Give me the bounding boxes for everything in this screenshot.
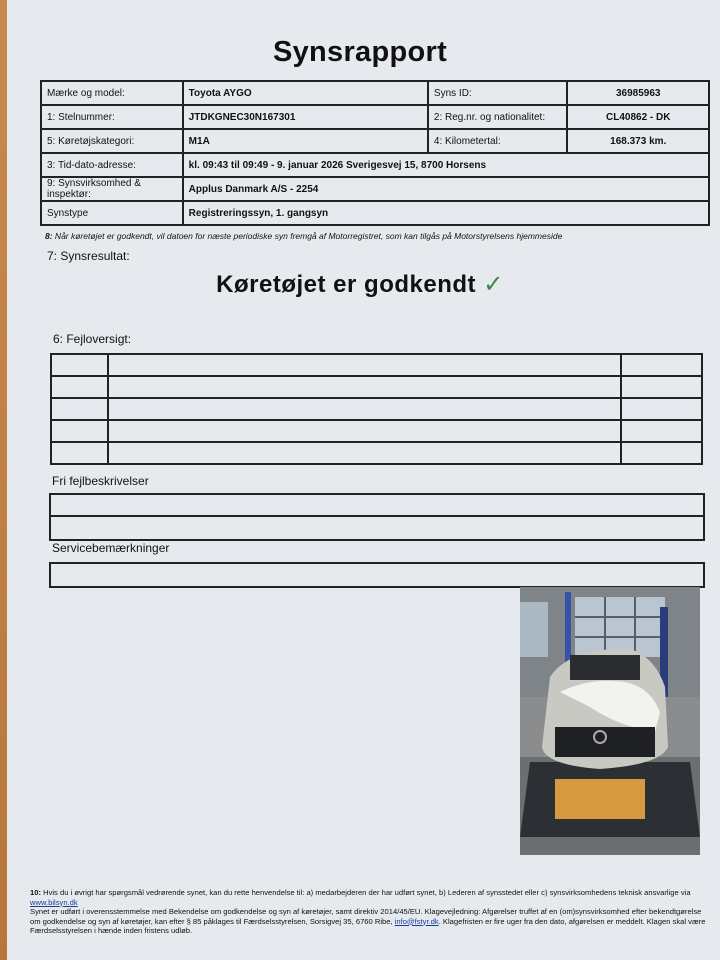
result-label: 7: Synsresultat: bbox=[47, 249, 130, 263]
category-label: 5: Køretøjskategori: bbox=[41, 129, 183, 153]
id-value: 36985963 bbox=[567, 81, 709, 105]
company-label: 9: Synsvirksomhed & inspektør: bbox=[41, 177, 183, 201]
footer-text: 10: Hvis du i øvrigt har spørgsmål vedrørende synet, kan du rette henvendelse til: a) medarbejderen der har udført synet, b) Lederen af synsstedet eller c) synsvirksomhedens teknisk ansvarlige via www.bilsyn.dk Synet er udført i overensstemmelse med Bekendelse om godkendelse og syn af køretøjer, samt direktiv 2014/45/EU. Klagevejledning: Afgørelser truffet af en (om)synsvirksomhed efter bekendtgørelse om godkendelse og syn af køretøjer, kan efter § 85 påklages til Færdselsstyrelsen, Sorsigvej 35, 6760 Ribe, info@fstyr.dk. Klagefristen er fire uger fra den dato, afgørelsen er meddelt. Klagen skal være Færdselsstyrelsen i hænde inden fristens udløb. bbox=[30, 888, 706, 935]
km-value: 168.373 km. bbox=[567, 129, 709, 153]
vehicle-photo bbox=[520, 587, 700, 855]
table-row bbox=[51, 420, 702, 442]
table-row bbox=[51, 442, 702, 464]
category-value: M1A bbox=[183, 129, 428, 153]
time-value: kl. 09:43 til 09:49 - 9. januar 2026 Sverigesvej 15, 8700 Horsens bbox=[183, 153, 709, 177]
note: 8: Når køretøjet er godkendt, vil datoen for næste periodiske syn fremgå af Motorregistret, som kan tilgås på Motorstyrelsens hjemmeside bbox=[45, 231, 563, 241]
type-value: Registreringssyn, 1. gangsyn bbox=[183, 201, 709, 225]
table-row bbox=[51, 376, 702, 398]
type-label: Synstype bbox=[41, 201, 183, 225]
service-label: Servicebemærkninger bbox=[52, 541, 170, 555]
page-title: Synsrapport bbox=[272, 36, 448, 68]
time-label: 3: Tid-dato-adresse: bbox=[41, 153, 183, 177]
fstyr-email-link[interactable]: info@fstyr.dk bbox=[394, 916, 439, 926]
free-description-box bbox=[49, 493, 705, 541]
table-row bbox=[51, 398, 702, 420]
company-value: Applus Danmark A/S - 2254 bbox=[183, 177, 709, 201]
reg-value: CL40862 - DK bbox=[567, 105, 709, 129]
vin-value: JTDKGNEC30N167301 bbox=[183, 105, 428, 129]
free-description-label: Fri fejlbeskrivelser bbox=[52, 474, 149, 488]
faults-label: 6: Fejloversigt: bbox=[53, 332, 132, 346]
reg-label: 2: Reg.nr. og nationalitet: bbox=[428, 105, 568, 129]
service-box bbox=[49, 562, 705, 588]
bilsyn-link[interactable]: www.bilsyn.dk bbox=[30, 897, 78, 907]
make-label: Mærke og model: bbox=[41, 81, 183, 105]
vehicle-info-table bbox=[40, 80, 710, 226]
table-row bbox=[51, 354, 702, 376]
make-value: Toyota AYGO bbox=[183, 81, 428, 105]
km-label: 4: Kilometertal: bbox=[428, 129, 568, 153]
vin-label: 1: Stelnummer: bbox=[41, 105, 183, 129]
result-text: Køretøjet er godkendt ✓ bbox=[216, 271, 504, 298]
faults-table bbox=[50, 353, 703, 465]
page-edge bbox=[0, 0, 7, 960]
id-label: Syns ID: bbox=[428, 81, 568, 105]
checkmark-icon: ✓ bbox=[483, 271, 504, 298]
